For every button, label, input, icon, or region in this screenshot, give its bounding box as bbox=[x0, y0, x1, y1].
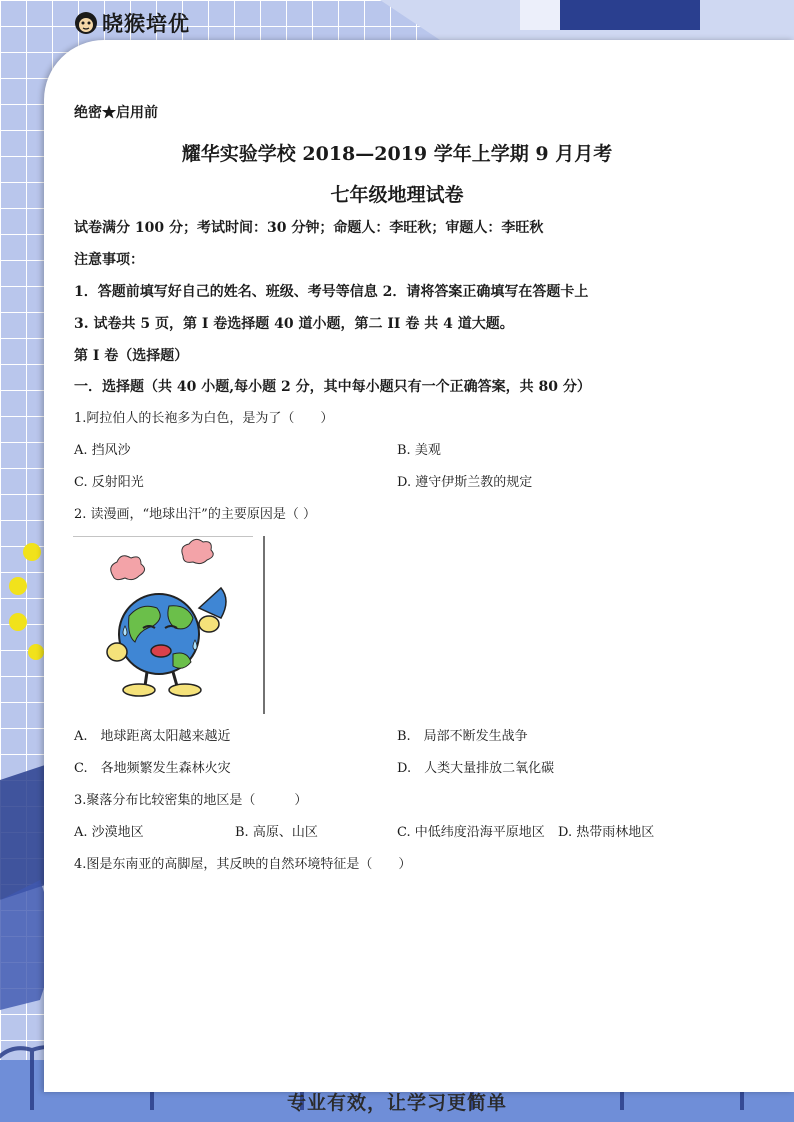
question-1-option-d[interactable]: D. 遵守伊斯兰教的规定 bbox=[397, 475, 533, 490]
section-part-title: 第 I 卷（选择题） bbox=[74, 348, 189, 364]
sweating-earth-cartoon bbox=[73, 536, 267, 714]
question-4-stem: 4.图是东南亚的高脚屋，其反映的自然环境特征是（ ） bbox=[74, 857, 412, 872]
brand-logo bbox=[74, 8, 190, 38]
footer-slogan: 专业有效，让学习更简单 bbox=[286, 1092, 507, 1114]
question-3-option-d[interactable]: D. 热带雨林地区 bbox=[558, 825, 655, 840]
monkey-logo-icon bbox=[74, 10, 98, 36]
question-1-option-c[interactable]: C. 反射阳光 bbox=[74, 475, 144, 490]
question-3-option-a[interactable]: A. 沙漠地区 bbox=[74, 825, 144, 840]
brand-name: 晓猴培优 bbox=[102, 12, 190, 36]
exam-subtitle: 七年级地理试卷 bbox=[330, 184, 464, 206]
question-2-option-c[interactable]: C. 各地频繁发生森林火灾 bbox=[74, 761, 231, 776]
question-2-option-b[interactable]: B. 局部不断发生战争 bbox=[397, 729, 528, 744]
notice-line-2: 3. 试卷共 5 页，第 I 卷选择题 40 道小题，第二 II 卷 共 4 道大题。 bbox=[74, 316, 514, 332]
question-3-stem: 3.聚落分布比较密集的地区是（ ） bbox=[74, 793, 308, 808]
question-2-option-a[interactable]: A. 地球距离太阳越来越近 bbox=[74, 729, 231, 744]
question-2-stem: 2. 读漫画，“地球出汗”的主要原因是（ ） bbox=[74, 507, 316, 522]
exam-title: 耀华实验学校 2018—2019 学年上学期 9 月月考 bbox=[181, 143, 613, 165]
question-3-option-c[interactable]: C. 中低纬度沿海平原地区 bbox=[397, 825, 545, 840]
confidential-mark: 绝密★启用前 bbox=[74, 105, 158, 121]
notice-line-1: 1．答题前填写好自己的姓名、班级、考号等信息 2．请将答案正确填写在答题卡上 bbox=[74, 284, 589, 300]
question-2-option-d[interactable]: D. 人类大量排放二氧化碳 bbox=[397, 761, 555, 776]
question-1-option-a[interactable]: A. 挡风沙 bbox=[74, 443, 131, 458]
question-1-option-b[interactable]: B. 美观 bbox=[397, 443, 441, 458]
question-1-stem: 1.阿拉伯人的长袍多为白色，是为了（ ） bbox=[74, 411, 334, 426]
notice-heading: 注意事项： bbox=[74, 252, 144, 268]
section-instruction: 一．选择题（共 40 小题,每小题 2 分，其中每小题只有一个正确答案，共 80 分） bbox=[74, 379, 591, 395]
exam-info: 试卷满分 100 分；考试时间：30 分钟；命题人：李旺秋；审题人：李旺秋 bbox=[74, 220, 544, 236]
question-3-option-b[interactable]: B. 高原、山区 bbox=[235, 825, 318, 840]
